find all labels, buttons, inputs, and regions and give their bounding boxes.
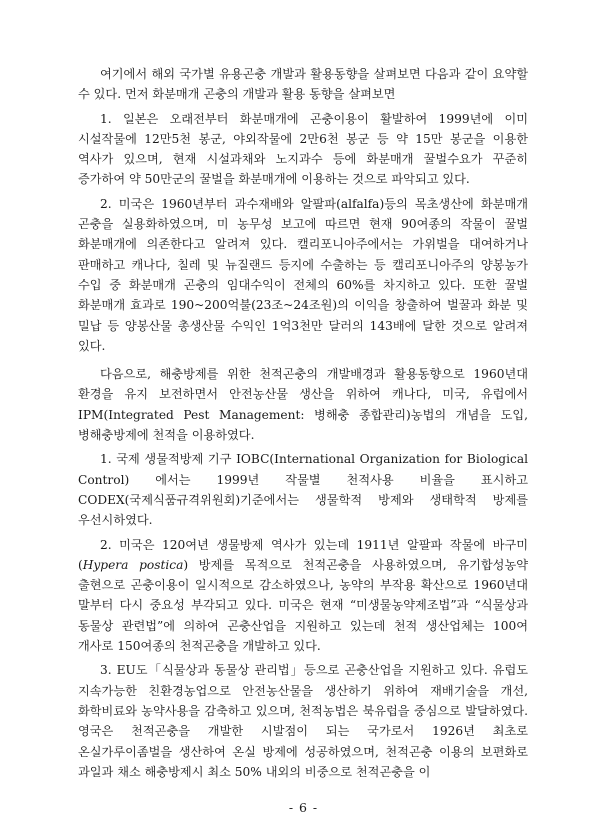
paragraph-text: ) 방제를 목적으로 천적곤충을 사용하였으며, 유기합성농약 출현으로 곤충이용이 일시적으로 감소하였으나, 농약의 부작용 확산으로 1960년대 말부터 다시 중요성 부각되고 있다. 미국은 현재 “미생물농약제조법”과 “식물상과 동물상 관련법”에 의하여 곤충산업을 지원하고 있는데 천적 생산업체는 100여 개사로 150여종의 천적곤충을 개발하고 있다. xyxy=(78,557,528,654)
paragraph-intro: 여기에서 해외 국가별 유용곤충 개발과 활용동향을 살펴보면 다음과 같이 요약할 수 있다. 먼저 화분매개 곤충의 개발과 활용 동향을 살펴보면 xyxy=(78,67,528,102)
paragraph-pollinator-japan: 1. 일본은 오래전부터 화분매개에 곤충이용이 활발하여 1999년에 이미 시설작물에 12만5천 봉군, 야외작물에 2만6천 봉군 등 약 15만 봉군을 이용한 역사가 있으며, 현재 시설과채와 노지과수 등에 화분매개 꿀벌수요가 꾸준히 증가하여 약 50만군의 꿀벌을 화분매개에 이용하는 것으로 파악되고 있다. xyxy=(78,111,528,187)
paragraph-biocontrol-eu: 3. EU도「식물상과 동물상 관리법」등으로 곤충산업을 지원하고 있다. 유럽도 지속가능한 친환경농업으로 안전농산물을 생산하기 위하여 재배기술을 개선, 화학비료와 농약사용을 감축하고 있으며, 천적농법은 북유럽을 중심으로 발달하였다. 영국은 천적곤충을 개발한 시발점이 되는 국가로서 1926년 최초로 온실가루이좀벌을 생산하여 온실 방제에 성공하였으며, 천적곤충 이용의 보편화로 과일과 채소 해충방제시 최소 50% 내외의 비중으로 천적곤충을 이 xyxy=(78,663,528,779)
paragraph-biocontrol-intro: 다음으로, 해충방제를 위한 천적곤충의 개발배경과 활용동향으로 1960년대 환경을 유지 보전하면서 안전농산물 생산을 위하여 캐나다, 미국, 유럽에서 IPM(Integrated Pest Management: 병해충 종합관리)농법의 개념을 도입, 병해충방제에 천적을 이용하였다. xyxy=(78,367,528,443)
paragraph-text: 2. 미국은 120여년 생물방제 역사가 있는데 1911년 알팔파 작물에 바구미( xyxy=(78,537,528,572)
paragraph-biocontrol-usa xyxy=(78,535,528,657)
paragraph-pollinator-usa: 2. 미국은 1960년부터 과수재배와 알팔파(alfalfa)등의 목초생산에 화분매개 곤충을 실용화하였으며, 미 농무성 보고에 따르면 현재 90여종의 작물이 꿀벌 화분매개에 의존한다고 알려져 있다. 캘리포니아주에서는 가위벌을 대여하거나 판매하고 캐나다, 칠레 및 뉴질랜드 등지에 수출하는 등 캘리포니아주의 양봉농가 수입 중 화분매개 곤충의 임대수익이 전체의 60%를 차지하고 있다. 또한 꿀벌 화분매개 효과로 190~200억불(23조~24조원)의 이익을 창출하여 벌꿀과 화분 및 밀납 등 양봉산물 총생산물 수익인 1억3천만 달러의 143배에 달한 것으로 알려져 있다. xyxy=(78,196,528,353)
page-number: - 6 - xyxy=(288,800,319,815)
body-text xyxy=(78,64,528,786)
species-name: Hypera postica xyxy=(82,557,184,572)
paragraph-biocontrol-iobc: 1. 국제 생물적방제 기구 IOBC(International Organization for Biological Control) 에서는 1999년 작물별 천적사용 비율을 표시하고 CODEX(국제식품규격위원회)기준에서는 생물학적 방제와 생태학적 방제를 우선시하였다. xyxy=(78,452,528,528)
